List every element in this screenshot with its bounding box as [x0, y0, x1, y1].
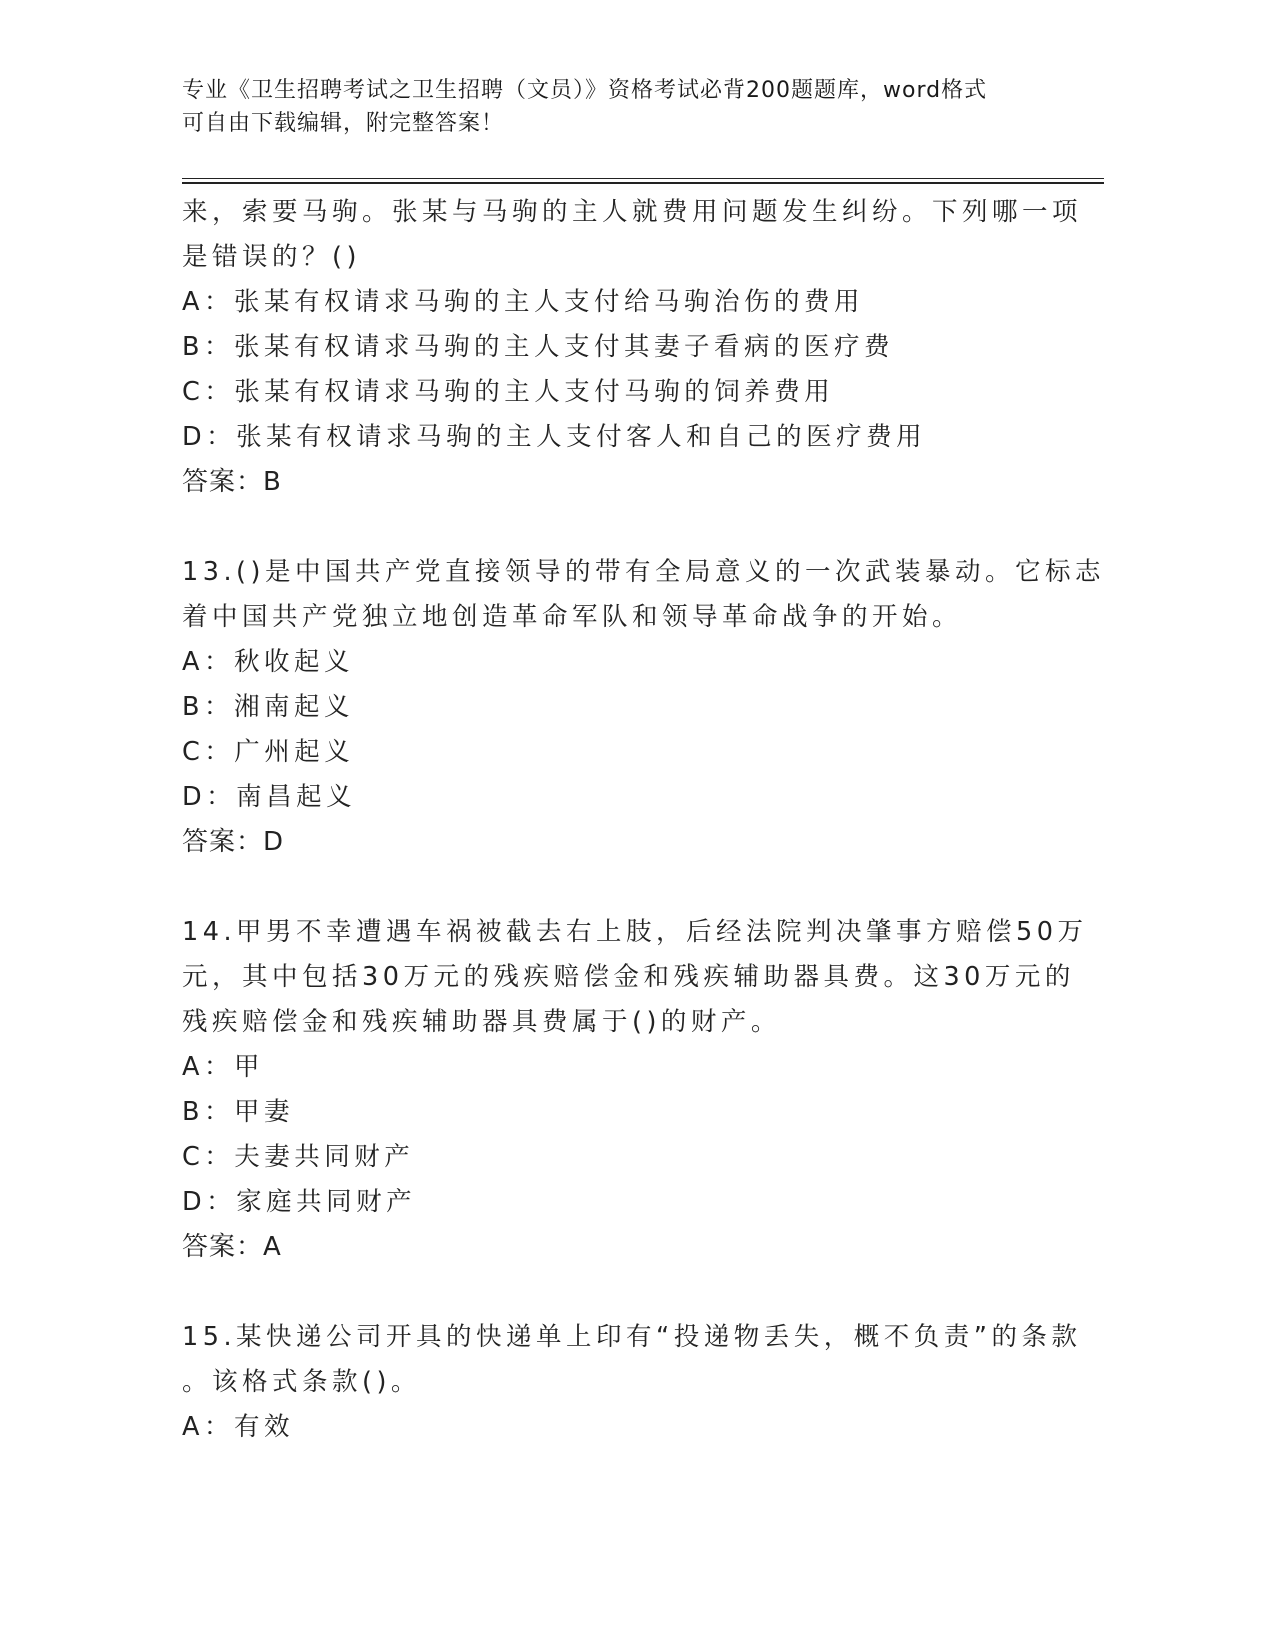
- answer-line: 答案：B: [182, 467, 282, 497]
- option-b: B：张某有权请求马驹的主人支付其妻子看病的医疗费: [182, 332, 894, 362]
- answer-line: 答案：D: [182, 827, 285, 857]
- question-block-13: [182, 550, 1105, 865]
- question-block-14: [182, 910, 1088, 1270]
- option-d: D：家庭共同财产: [182, 1187, 417, 1217]
- header-title-line-1: 专业《卫生招聘考试之卫生招聘（文员）》资格考试必背200题题库，word格式: [182, 78, 988, 103]
- question-text-line: 着中国共产党独立地创造革命军队和领导革命战争的开始。: [182, 602, 963, 632]
- question-block-12: [182, 190, 1082, 505]
- header-title-line-2: 可自由下载编辑，附完整答案！: [182, 111, 505, 136]
- question-text-line: 是错误的？(): [182, 242, 361, 272]
- header-divider-thick: [182, 182, 1104, 184]
- answer-line: 答案：A: [182, 1232, 282, 1262]
- question-text-line: 元，其中包括30万元的残疾赔偿金和残疾辅助器具费。这30万元的: [182, 962, 1075, 992]
- question-block-15: [182, 1315, 1082, 1450]
- document-header: [182, 74, 1062, 140]
- option-a: A：张某有权请求马驹的主人支付给马驹治伤的费用: [182, 287, 864, 317]
- option-d: D：张某有权请求马驹的主人支付客人和自己的医疗费用: [182, 422, 927, 452]
- option-b: B：湘南起义: [182, 692, 354, 722]
- question-text-line: 。该格式条款()。: [182, 1367, 421, 1397]
- question-text-line: 14.甲男不幸遭遇车祸被截去右上肢，后经法院判决肇事方赔偿50万: [182, 917, 1088, 947]
- question-text-line: 15.某快递公司开具的快递单上印有“投递物丢失，概不负责”的条款: [182, 1322, 1082, 1352]
- option-a: A：秋收起义: [182, 647, 354, 677]
- option-d: D：南昌起义: [182, 782, 357, 812]
- option-c: C：夫妻共同财产: [182, 1142, 415, 1172]
- option-c: C：张某有权请求马驹的主人支付马驹的饲养费用: [182, 377, 835, 407]
- option-c: C：广州起义: [182, 737, 355, 767]
- question-text-line: 来，索要马驹。张某与马驹的主人就费用问题发生纠纷。下列哪一项: [182, 197, 1083, 227]
- option-a: A：有效: [182, 1412, 294, 1442]
- question-text-line: 13.()是中国共产党直接领导的带有全局意义的一次武装暴动。它标志: [182, 557, 1105, 587]
- header-divider-thin: [182, 178, 1104, 179]
- question-text-line: 残疾赔偿金和残疾辅助器具费属于()的财产。: [182, 1007, 781, 1037]
- option-a: A：甲: [182, 1052, 264, 1082]
- question-list: [182, 190, 1105, 1450]
- option-b: B：甲妻: [182, 1097, 294, 1127]
